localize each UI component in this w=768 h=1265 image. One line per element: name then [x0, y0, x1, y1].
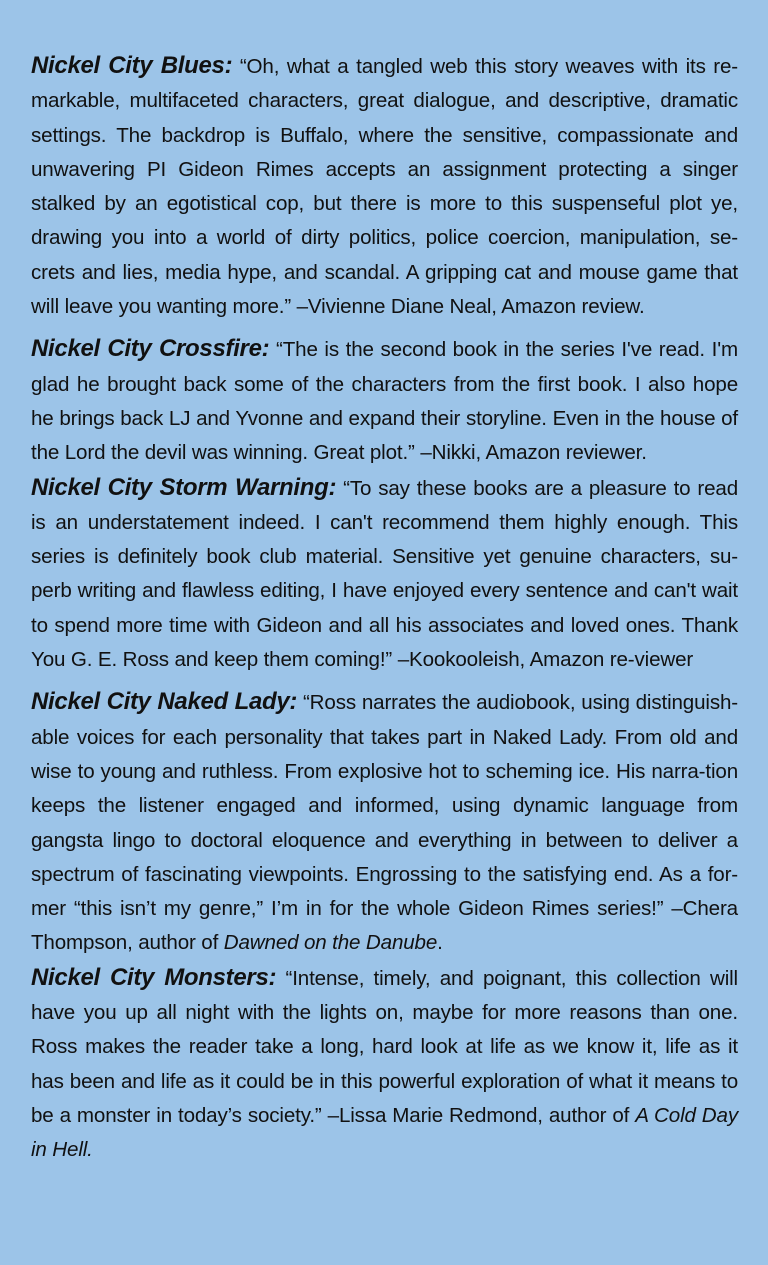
review-nickel-city-monsters: [31, 961, 738, 1168]
book-title: Nickel City Naked Lady:: [31, 688, 298, 716]
book-title: Nickel City Crossfire:: [31, 335, 270, 363]
book-title: Nickel City Blues:: [31, 52, 233, 79]
review-nickel-city-storm-warning: [31, 471, 738, 678]
review-text: “Intense, timely, and poignant, this collection will have you up all night with the lights on, maybe for more reasons than one. Ross makes the reader take a long, hard look at life as we know it, life as it has been and life as it could be in this powerful exploration of what it means to be a monster in today’s society.” –Lissa Marie Redmond, author of: [31, 966, 738, 1127]
review-text-end: .: [437, 931, 443, 955]
review-text: “To say these books are a pleasure to read is an understatement indeed. I can't recommend them highly enough. This series is definitely book club material. Sensitive yet genuine characters, su-perb writing and flawless editing, I have enjoyed every sentence and can't wait to spend more time with Gideon and all his associates and loved ones. Thank You G. E. Ross and keep them coming!” –Kookooleish, Amazon re-viewer: [31, 476, 738, 672]
review-text: “Oh, what a tangled web this story weaves with its re-markable, multifaceted characters, great dialogue, and descriptive, dramatic settings. The backdrop is Buffalo, where the sensitive, compassionate and unwavering PI Gideon Rimes accepts an assignment protecting a singer stalked by an egotistical cop, but there is more to this suspenseful plot ye, drawing you into a world of dirty politics, police coercion, manipulation, se-crets and lies, media hype, and scandal. A gripping cat and mouse game that will leave you wanting more.” –Vivienne Diane Neal, Amazon review.: [31, 55, 738, 319]
book-title: Nickel City Monsters:: [31, 963, 277, 991]
review-nickel-city-crossfire: [31, 332, 738, 470]
cited-book-title: A Cold Day in Hell.: [31, 1103, 738, 1162]
review-nickel-city-naked-lady: [31, 685, 738, 960]
cited-book-title: Dawned on the Danube: [223, 931, 438, 955]
review-nickel-city-blues: [31, 49, 738, 324]
review-text: “The is the second book in the series I've read. I'm glad he brought back some of the characters from the first book. I also hope he brings back LJ and Yvonne and expand their storyline. Even in the house of the Lord the devil was winning. Great plot.” –Nikki, Amazon reviewer.: [31, 338, 738, 465]
review-text: “Ross narrates the audiobook, using distinguish-able voices for each personality that takes part in Naked Lady. From old and wise to young and ruthless. From explosive hot to scheming ice. His narra-tion keeps the listener engaged and informed, using dynamic language from gangsta lingo to doctoral eloquence and everything in between to deliver a spectrum of fascinating viewpoints. Engrossing to the satisfying end. As a for-mer “this isn’t my genre,” I’m in for the whole Gideon Rimes series!” –Chera Thompson, author of: [31, 691, 738, 955]
book-title: Nickel City Storm Warning:: [31, 473, 337, 501]
